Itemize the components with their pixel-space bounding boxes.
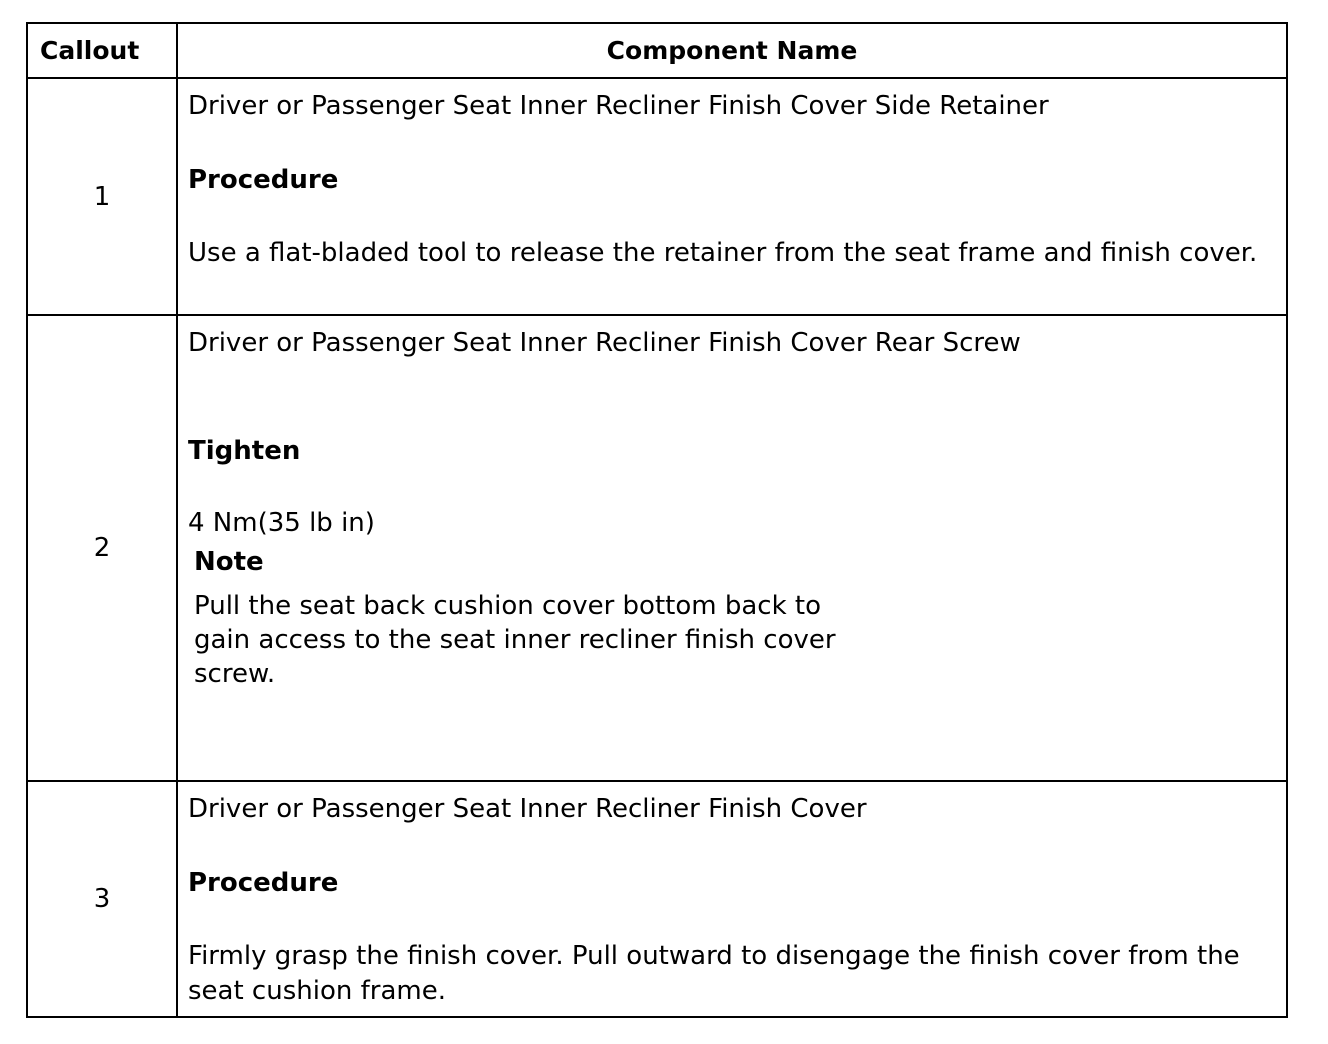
callout-number: 2 bbox=[27, 315, 177, 781]
table-header-row bbox=[27, 23, 1287, 78]
note-block bbox=[194, 545, 1276, 691]
table-row bbox=[27, 315, 1287, 781]
component-name: Driver or Passenger Seat Inner Recliner Finish Cover Side Retainer bbox=[188, 91, 1049, 121]
component-cell bbox=[177, 315, 1287, 781]
component-name: Driver or Passenger Seat Inner Recliner Finish Cover bbox=[188, 794, 867, 824]
torque-value: 4 Nm(35 lb in) bbox=[188, 508, 375, 538]
header-callout: Callout bbox=[27, 23, 177, 78]
section-body: Use a flat-bladed tool to release the retainer from the seat frame and finish cover. bbox=[188, 238, 1258, 268]
note-body: Pull the seat back cushion cover bottom back to gain access to the seat inner recliner finish cover screw. bbox=[194, 591, 836, 689]
component-cell bbox=[177, 78, 1287, 315]
table-row bbox=[27, 781, 1287, 1017]
callout-number: 3 bbox=[27, 781, 177, 1017]
section-title: Procedure bbox=[188, 868, 339, 898]
section-body: Firmly grasp the finish cover. Pull outward to disengage the finish cover from the seat cushion frame. bbox=[188, 941, 1240, 1006]
section-title: Tighten bbox=[188, 436, 301, 466]
note-title: Note bbox=[194, 547, 264, 577]
section-title: Procedure bbox=[188, 165, 339, 195]
table-row bbox=[27, 78, 1287, 315]
component-cell bbox=[177, 781, 1287, 1017]
callout-number: 1 bbox=[27, 78, 177, 315]
component-table bbox=[26, 22, 1288, 1018]
header-component-name: Component Name bbox=[177, 23, 1287, 78]
component-name: Driver or Passenger Seat Inner Recliner Finish Cover Rear Screw bbox=[188, 328, 1021, 358]
